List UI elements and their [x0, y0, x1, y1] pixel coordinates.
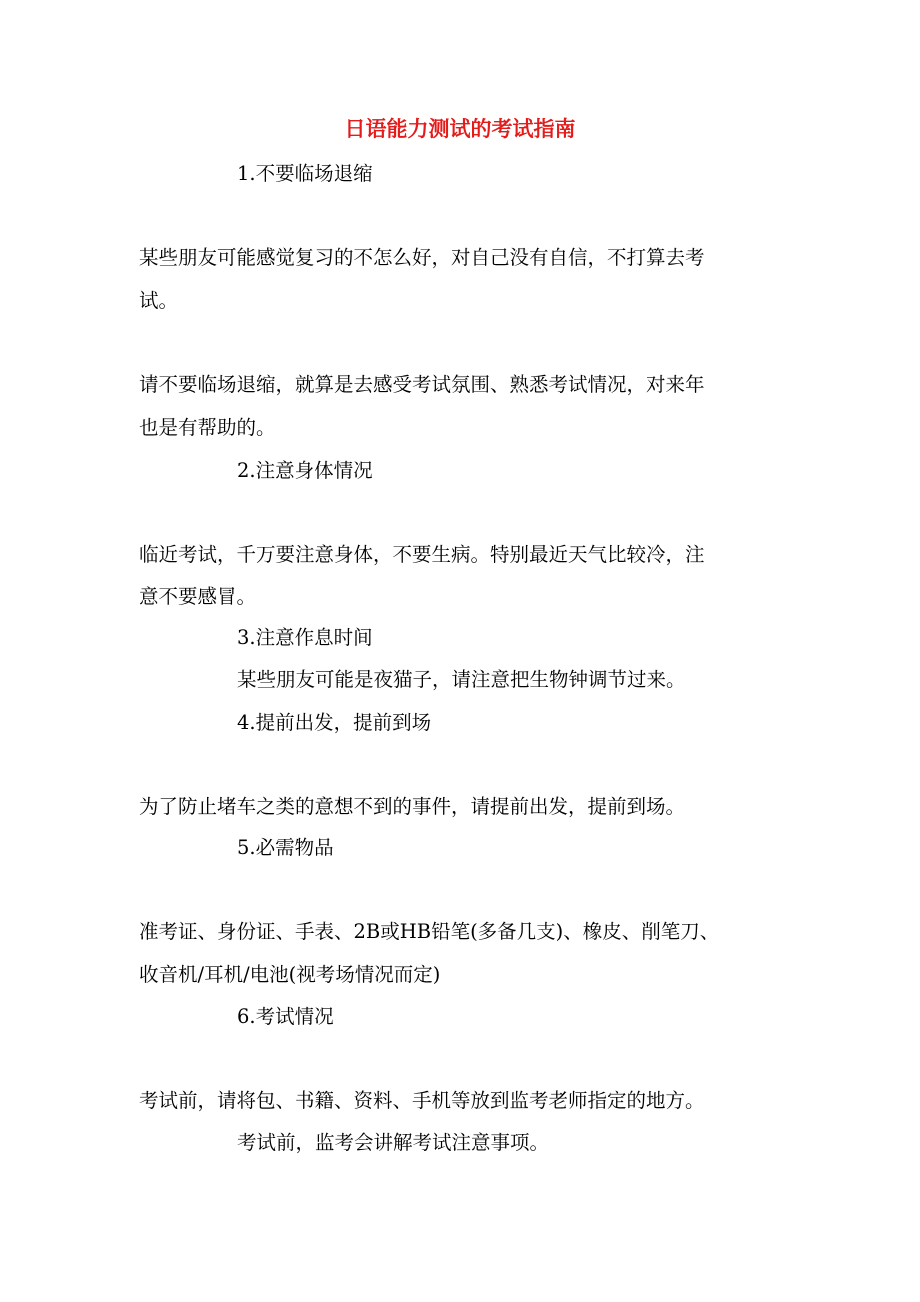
paragraph-line: 考试前，监考会讲解考试注意事项。 [237, 1131, 550, 1154]
paragraph-line: 请不要临场退缩，就算是去感受考试氛围、熟悉考试情况，对来年 [139, 373, 705, 396]
section-heading: 2.注意身体情况 [237, 459, 373, 482]
paragraph-line: 临近考试，千万要注意身体，不要生病。特别最近天气比较冷，注 [139, 543, 705, 566]
document-title: 日语能力测试的考试指南 [344, 117, 576, 141]
section-heading: 5.必需物品 [237, 836, 334, 859]
section-heading: 6.考试情况 [237, 1005, 334, 1028]
paragraph-line: 意不要感冒。 [139, 585, 257, 608]
section-heading: 3.注意作息时间 [237, 626, 373, 649]
paragraph-line: 某些朋友可能感觉复习的不怎么好，对自己没有自信，不打算去考 [139, 246, 705, 269]
paragraph-line: 为了防止堵车之类的意想不到的事件，请提前出发，提前到场。 [139, 795, 686, 818]
paragraph-line: 某些朋友可能是夜猫子，请注意把生物钟调节过来。 [237, 668, 686, 691]
paragraph-line: 也是有帮助的。 [139, 416, 276, 439]
paragraph-line: 收音机/耳机/电池(视考场情况而定) [139, 963, 441, 986]
paragraph-line: 准考证、身份证、手表、2B或HB铅笔(多备几支)、橡皮、削笔刀、 [139, 920, 720, 943]
paragraph-line: 试。 [139, 289, 179, 312]
paragraph-line: 考试前，请将包、书籍、资料、手机等放到监考老师指定的地方。 [139, 1089, 705, 1112]
section-heading: 1.不要临场退缩 [237, 162, 373, 185]
section-heading: 4.提前出发，提前到场 [237, 711, 432, 734]
